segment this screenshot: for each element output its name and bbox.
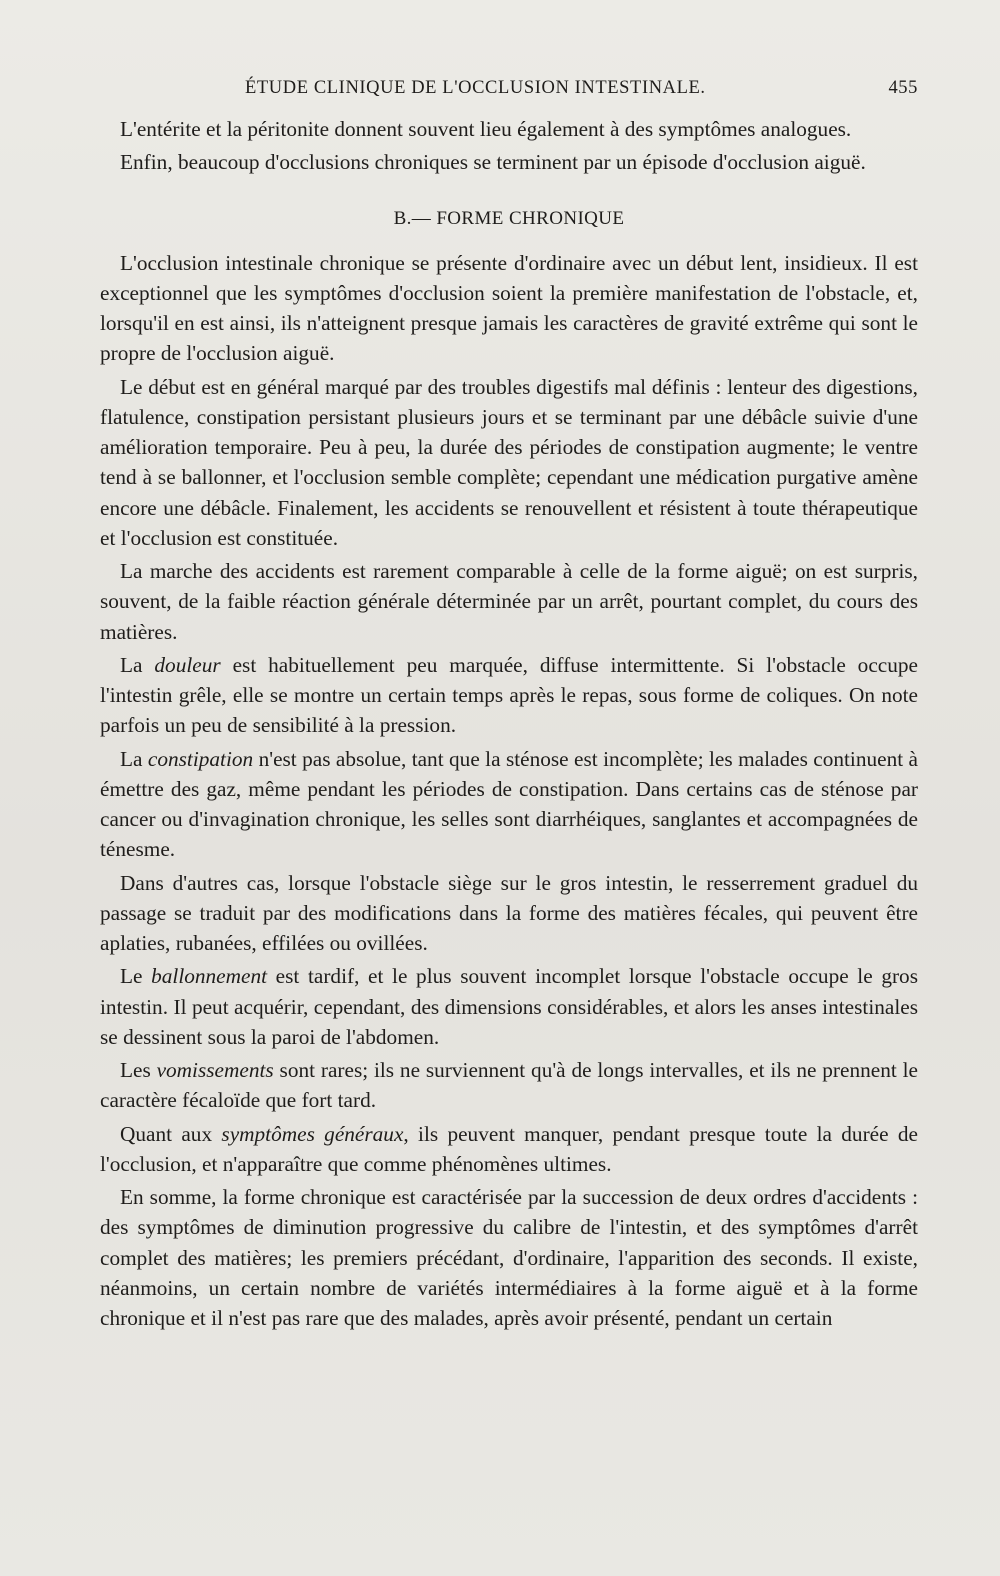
page-number: 455 <box>888 78 918 98</box>
paragraph <box>100 961 918 1052</box>
paragraph-lead: La <box>120 652 155 677</box>
paragraph <box>100 744 918 865</box>
paragraph-rest: est habituellement peu marquée, diffuse intermittente. Si l'obstacle occupe l'intestin grêle, elle se montre un certain temps après le repas, sous forme de coliques. On note parfois un peu de sensibilité à la pression. <box>100 652 918 738</box>
emphasized-term: douleur <box>154 652 221 677</box>
paragraph <box>100 650 918 741</box>
emphasized-term: symptômes généraux <box>221 1121 404 1146</box>
paragraph: La marche des accidents est rarement comparable à celle de la forme aiguë; on est surpris, souvent, de la faible réaction générale déterminée par un arrêt, pourtant complet, du cours des matières. <box>100 559 918 644</box>
paragraph-lead: Quant aux <box>120 1121 222 1146</box>
emphasized-term: ballonnement <box>151 964 268 989</box>
paragraph <box>100 1119 918 1180</box>
body-text <box>100 114 918 1333</box>
section-heading: B.— FORME CHRONIQUE <box>393 207 625 229</box>
paragraph-rest: est tardif, et le plus souvent incomplet lorsque l'obstacle occupe le gros intestin. Il peut acquérir, cependant, des dimensions considérables, et alors les anses intestinales se dessinent sous la paroi de l'abdomen. <box>100 964 918 1049</box>
paragraph-lead: Le <box>120 964 152 989</box>
paragraph-rest: sont rares; ils ne surviennent qu'à de longs intervalles, et ils ne prennent le caractère fécaloïde que fort tard. <box>100 1058 918 1113</box>
running-head-title: ÉTUDE CLINIQUE DE L'OCCLUSION INTESTINALE. <box>245 78 706 98</box>
paragraph: Enfin, beaucoup d'occlusions chroniques se terminent par un épisode d'occlusion aiguë. <box>120 150 866 175</box>
paragraph <box>100 1055 918 1116</box>
paragraph: L'entérite et la péritonite donnent souvent lieu également à des symptômes analogues. <box>120 117 852 141</box>
paragraph-lead: La <box>120 746 148 771</box>
paragraph-rest: , ils peuvent manquer, pendant presque toute la durée de l'occlusion, et n'apparaître que comme phénomènes ultimes. <box>100 1121 918 1176</box>
paragraph: Le début est en général marqué par des troubles digestifs mal définis : lenteur des digestions, flatulence, constipation persistant plusieurs jours et se terminant par une débâcle suivie d'une amélioration temporaire. Peu à peu, la durée des périodes de constipation augmente; le ventre tend à se ballonner, et l'occlusion semble complète; cependant une médication purgative amène encore une débâcle. Finalement, les accidents se renouvellent et résistent à toute thérapeutique et l'occlusion est constituée. <box>100 374 918 550</box>
paragraph-rest: n'est pas absolue, tant que la sténose est incomplète; les malades continuent à émettre des gaz, même pendant les périodes de constipation. Dans certains cas de sténose par cancer ou d'invagination chronique, les selles sont diarrhéiques, sanglantes et accompagnées de ténesme. <box>100 746 918 862</box>
emphasized-term: vomissements <box>156 1058 274 1082</box>
paragraph: L'occlusion intestinale chronique se présente d'ordinaire avec un début lent, insidieux. Il est exceptionnel que les symptômes d'occlusion soient la première manifestation de l'obstacle, et, lorsqu'il en est ainsi, ils n'atteignent presque jamais les caractères de gravité extrême qui sont le propre de l'occlusion aiguë. <box>100 250 918 366</box>
paragraph-lead: Les <box>120 1058 157 1082</box>
paragraph: En somme, la forme chronique est caractérisée par la succession de deux ordres d'accidents : des symptômes de diminution progressive du calibre de l'intestin, et des symptômes d'arrêt complet des matières; les premiers précédant, d'ordinaire, l'apparition des seconds. Il existe, néanmoins, un certain nombre de variétés intermédiaires à la forme aiguë et à la forme chronique et il n'est pas rare que des malades, après avoir présenté, pendant un certain <box>100 1185 918 1330</box>
paragraph: Dans d'autres cas, lorsque l'obstacle siège sur le gros intestin, le resserrement graduel du passage se traduit par des modifications dans la forme des matières fécales, qui peuvent être aplaties, rubanées, effilées ou ovillées. <box>100 870 918 955</box>
emphasized-term: constipation <box>147 746 254 771</box>
